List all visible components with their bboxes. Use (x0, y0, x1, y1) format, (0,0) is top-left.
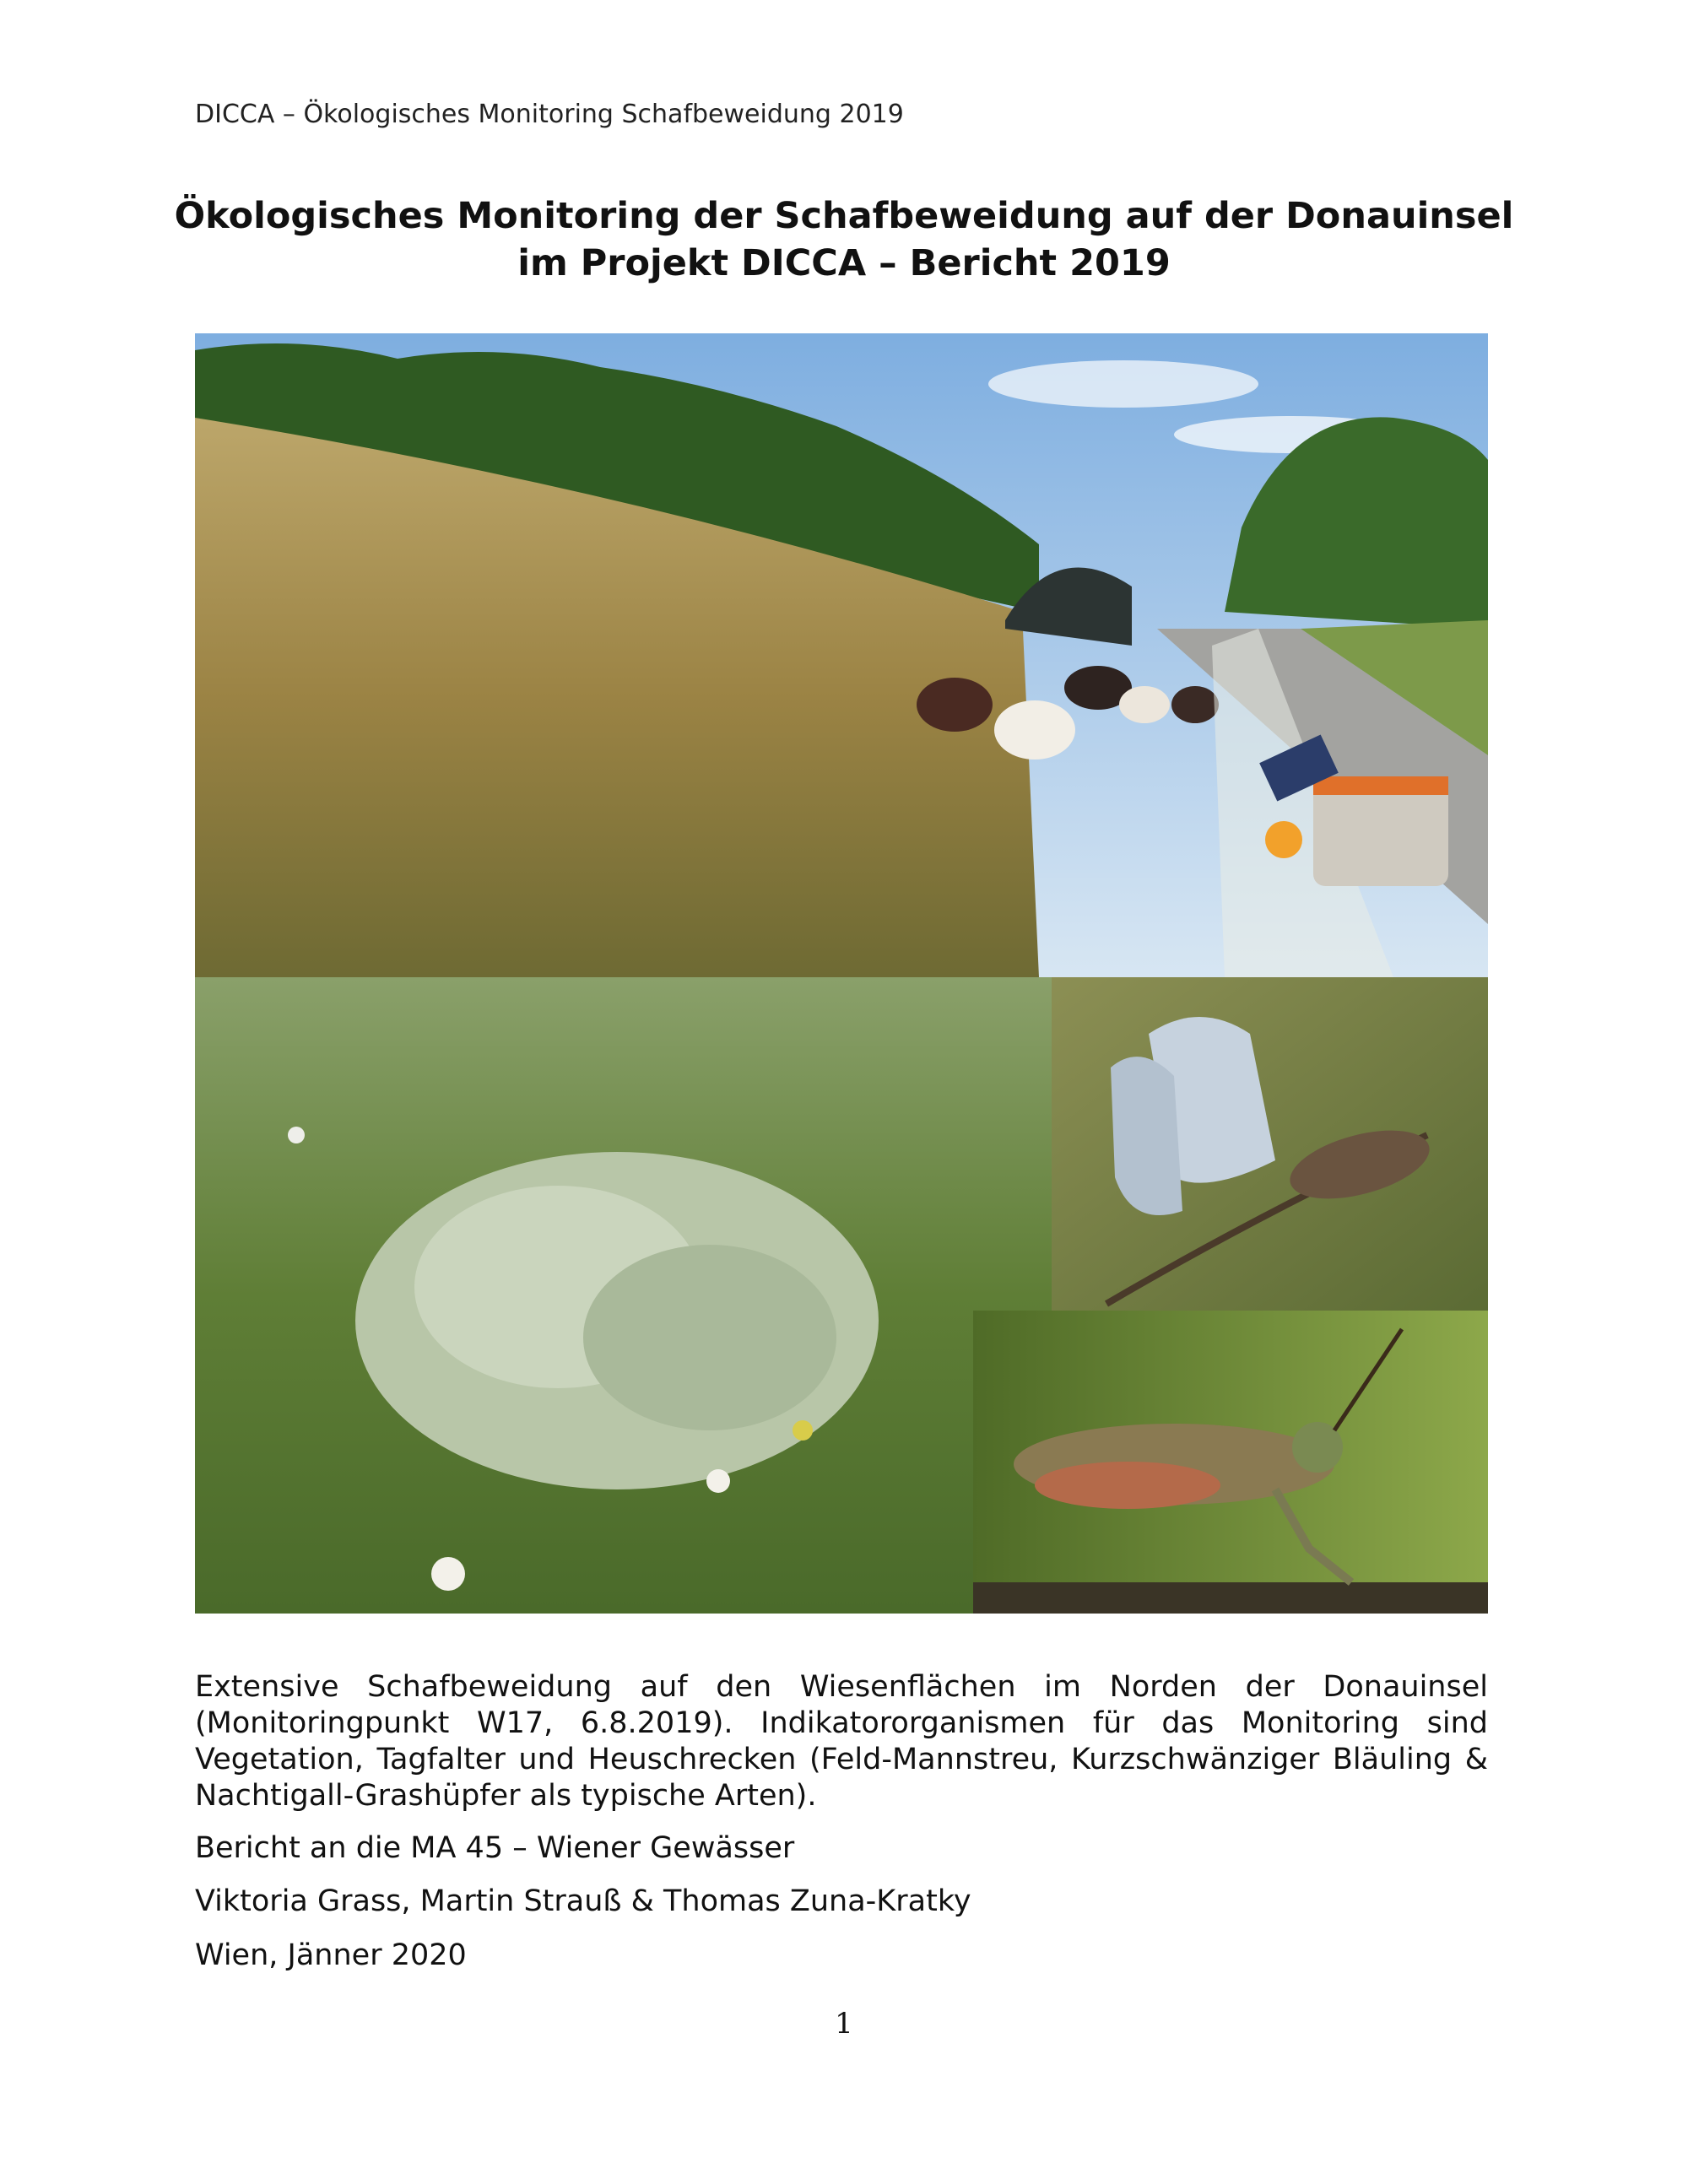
sheep-pasture-photo (195, 333, 1488, 977)
report-recipient: Bericht an die MA 45 – Wiener Gewässer (195, 1831, 795, 1865)
butterfly-photo (1052, 977, 1488, 1311)
title-line-2: im Projekt DICCA – Bericht 2019 (517, 242, 1171, 284)
title-line-1: Ökologisches Monitoring der Schafbeweidung auf der Donauinsel (174, 195, 1514, 237)
running-header: DICCA – Ökologisches Monitoring Schafbeweidung 2019 (195, 100, 904, 129)
cover-photo-collage (195, 333, 1488, 1614)
eryngium-photo (195, 977, 1052, 1614)
document-title (127, 192, 1561, 287)
authors: Viktoria Grass, Martin Strauß & Thomas Zuna-Kratky (195, 1884, 971, 1918)
photo-caption: Extensive Schafbeweidung auf den Wiesenflächen im Norden der Donauinsel (Monitoringpunkt W17, 6.8.2019). Indikatororganismen für das Monitoring sind Vegetation, Tagfalter und Heuschrecken (Feld-Mannstreu, Kurzschwänziger Bläuling & Nachtigall-Grashüpfer als typische Arten). (195, 1670, 1488, 1813)
place-and-date: Wien, Jänner 2020 (195, 1938, 467, 1972)
grasshopper-photo (973, 1311, 1488, 1614)
page-number: 1 (835, 2007, 853, 2041)
